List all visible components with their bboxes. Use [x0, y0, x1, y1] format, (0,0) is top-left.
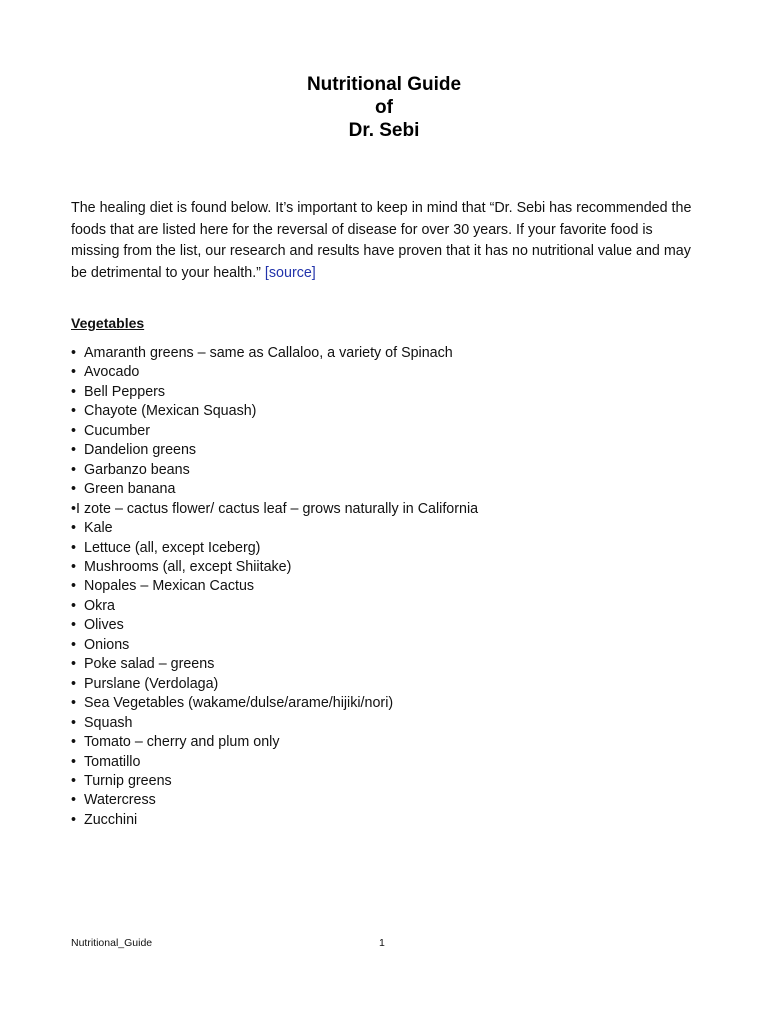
- bullet-icon: •: [71, 345, 77, 361]
- vegetables-heading: Vegetables: [71, 315, 145, 331]
- list-item: [71, 577, 478, 596]
- intro-paragraph: [71, 198, 701, 284]
- list-item: [71, 402, 478, 421]
- list-item-text: Nopales – Mexican Cactus: [84, 578, 255, 595]
- list-item-text: Squash: [84, 714, 133, 731]
- bullet-icon: •: [71, 383, 77, 400]
- list-item-text: Zucchini: [84, 811, 138, 828]
- list-item: [71, 558, 478, 577]
- list-item-text: Mushrooms (all, except Shiitake): [84, 558, 292, 575]
- list-item: [71, 480, 478, 499]
- bullet-icon: •: [71, 597, 77, 614]
- list-item: [71, 461, 478, 480]
- list-item-text: Chayote (Mexican Squash): [84, 403, 257, 420]
- intro-text: The healing diet is found below. It’s important to keep in mind that “Dr. Sebi has recommended the foods that are listed here for the reversal of disease for over 30 years. If your favorite food is missing from the list, our research and results have proven that it has no nutritional value and may be detrimental to your health.”: [71, 200, 692, 281]
- list-item-text: Avocado: [84, 364, 140, 381]
- bullet-icon: •: [71, 539, 77, 556]
- list-item-text: Okra: [84, 597, 115, 614]
- list-item: [71, 383, 478, 402]
- list-item: [71, 344, 478, 363]
- list-item: [71, 363, 478, 382]
- list-item-text: Green banana: [84, 481, 176, 498]
- list-item: [71, 616, 478, 635]
- list-item-text: Purslane (Verdolaga): [84, 675, 219, 692]
- vegetables-list: [71, 344, 478, 830]
- list-item-text: Amaranth greens – same as Callaloo, a variety of Spinach: [84, 345, 453, 361]
- bullet-icon: •: [71, 714, 77, 731]
- source-link[interactable]: [source]: [264, 264, 316, 281]
- list-item-text: Tomatillo: [84, 753, 141, 770]
- bullet-icon: •: [71, 578, 77, 595]
- bullet-icon: •: [71, 753, 77, 770]
- title-line-1: Nutritional Guide: [306, 74, 462, 95]
- list-item-text: Turnip greens: [84, 772, 172, 789]
- bullet-icon: •: [71, 656, 77, 673]
- list-item: [71, 655, 478, 674]
- footer-filename: Nutritional_Guide: [71, 937, 153, 949]
- list-item-text: I zote – cactus flower/ cactus leaf – grows naturally in California: [76, 500, 479, 517]
- list-item: [71, 500, 478, 519]
- bullet-icon: •: [71, 695, 77, 712]
- list-item-text: Kale: [84, 520, 113, 537]
- bullet-icon: •: [71, 792, 77, 809]
- list-item-text: Garbanzo beans: [84, 461, 190, 478]
- bullet-icon: •: [71, 422, 77, 439]
- list-item-text: Cucumber: [84, 422, 150, 439]
- list-item-text: Poke salad – greens: [84, 656, 215, 673]
- bullet-icon: •: [71, 675, 77, 692]
- bullet-icon: •: [71, 772, 77, 789]
- list-item-text: Onions: [84, 636, 130, 653]
- bullet-icon: •: [71, 364, 77, 381]
- list-item-text: Bell Peppers: [84, 383, 166, 400]
- title-line-3: Dr. Sebi: [348, 120, 420, 141]
- bullet-icon: •: [71, 636, 77, 653]
- bullet-icon: •: [71, 558, 77, 575]
- bullet-icon: •: [71, 481, 77, 498]
- list-item: [71, 675, 478, 694]
- list-item-text: Dandelion greens: [84, 442, 197, 459]
- list-item: [71, 753, 478, 772]
- bullet-icon: •: [71, 442, 77, 459]
- footer-page-number: 1: [379, 937, 385, 949]
- list-item: [71, 772, 478, 791]
- list-item: [71, 714, 478, 733]
- list-item-text: Sea Vegetables (wakame/dulse/arame/hijiki/nori): [84, 695, 394, 712]
- bullet-icon: •: [71, 734, 77, 751]
- bullet-icon: •: [71, 617, 77, 634]
- list-item: [71, 733, 478, 752]
- bullet-icon: •: [71, 500, 77, 517]
- bullet-icon: •: [71, 811, 77, 828]
- list-item-text: Watercress: [84, 792, 156, 809]
- title-line-2: of: [375, 97, 393, 118]
- bullet-icon: •: [71, 403, 77, 420]
- list-item: [71, 519, 478, 538]
- list-item-text: Lettuce (all, except Iceberg): [84, 539, 261, 556]
- list-item: [71, 811, 478, 830]
- bullet-icon: •: [71, 520, 77, 537]
- list-item: [71, 539, 478, 558]
- list-item: [71, 694, 478, 713]
- list-item-text: Tomato – cherry and plum only: [84, 734, 280, 751]
- bullet-icon: •: [71, 461, 77, 478]
- list-item: [71, 597, 478, 616]
- list-item: [71, 422, 478, 441]
- list-item: [71, 636, 478, 655]
- list-item: [71, 791, 478, 810]
- page-title: [0, 73, 768, 142]
- list-item-text: Olives: [84, 617, 124, 634]
- list-item: [71, 441, 478, 460]
